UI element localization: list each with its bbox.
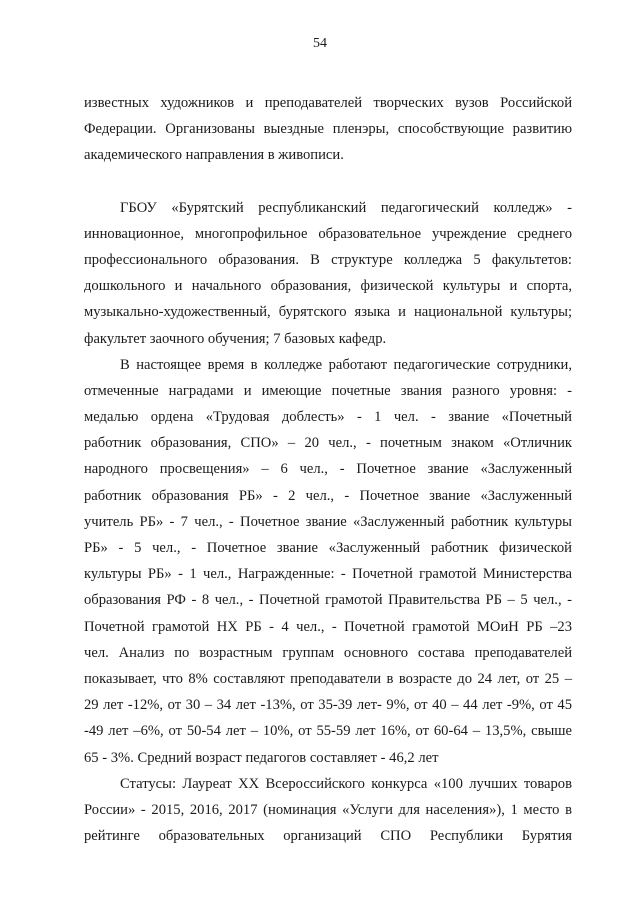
text-line: -49 лет –6%, от 50-54 лет – 10%, от 55-59 лет 16%, от 60-64 – 13,5%, свыше (84, 723, 572, 740)
text-line: 29 лет -12%, от 30 – 34 лет -13%, от 35-39 лет- 9%, от 40 – 44 лет -9%, от 45 (84, 697, 572, 714)
paragraph-gap (84, 169, 572, 195)
text-line: известных художников и преподавателей творческих вузов Российской (84, 95, 572, 111)
text-line: ГБОУ «Бурятский республиканский педагогический колледж» - (120, 199, 572, 216)
text-line: Почетной грамотой НХ РБ - 4 чел., - Почетной грамотой МОиН РБ –23 (84, 618, 572, 635)
text-line: России» - 2015, 2016, 2017 (номинация «Услуги для населения»), 1 место в (84, 801, 572, 818)
text-line: Федерации. Организованы выездные пленэры, способствующие развитию (84, 121, 572, 138)
text-line: показывает, что 8% составляют преподаватели в возрасте до 24 лет, от 25 – (84, 670, 572, 687)
paragraph-1 (84, 90, 572, 169)
paragraph-3 (84, 352, 572, 771)
text-line: 65 - 3%. Средний возраст педагогов составляет - 46,2 лет (84, 749, 439, 766)
text-line: образования РФ - 8 чел., - Почетной грамотой Правительства РБ – 5 чел., - (84, 592, 572, 609)
text-line: инновационное, многопрофильное образовательное учреждение среднего (84, 225, 572, 242)
text-line: работник образования РБ» - 2 чел., - Почетное звание «Заслуженный (84, 487, 572, 504)
paragraph-2 (84, 195, 572, 352)
text-line: В настоящее время в колледже работают педагогические сотрудники, (120, 356, 572, 373)
text-line: чел. Анализ по возрастным группам основного состава преподавателей (84, 644, 572, 661)
page-number: 54 (313, 36, 327, 51)
text-line: работник образования, СПО» – 20 чел., - почетным знаком «Отличник (84, 435, 572, 452)
text-line: факультет заочного обучения; 7 базовых кафедр. (84, 330, 387, 347)
text-line: отмеченные наградами и имеющие почетные звания разного уровня: - (84, 382, 572, 399)
paragraph-4 (84, 771, 572, 850)
text-line: медалью ордена «Трудовая доблесть» - 1 чел. - звание «Почетный (84, 409, 572, 426)
text-line: профессионального образования. В структуре колледжа 5 факультетов: (84, 251, 572, 268)
text-line: академического направления в живописи. (84, 147, 344, 164)
text-line: РБ» - 5 чел., - Почетное звание «Заслуженный работник физической (84, 540, 572, 556)
text-line: дошкольного и начального образования, физической культуры и спорта, (84, 278, 572, 295)
text-line: Статусы: Лауреат XX Всероссийского конкурса «100 лучших товаров (120, 775, 572, 792)
text-line: учитель РБ» - 7 чел., - Почетное звание «Заслуженный работник культуры (84, 513, 572, 530)
text-line: культуры РБ» - 1 чел., Награжденные: - Почетной грамотой Министерства (84, 566, 572, 583)
text-line: рейтинге образовательных организаций СПО Республики Бурятия (84, 828, 572, 845)
text-line: музыкально-художественный, бурятского языка и национальной культуры; (84, 304, 572, 321)
text-line: народного просвещения» – 6 чел., - Почетное звание «Заслуженный (84, 461, 572, 478)
document-body (84, 90, 572, 849)
